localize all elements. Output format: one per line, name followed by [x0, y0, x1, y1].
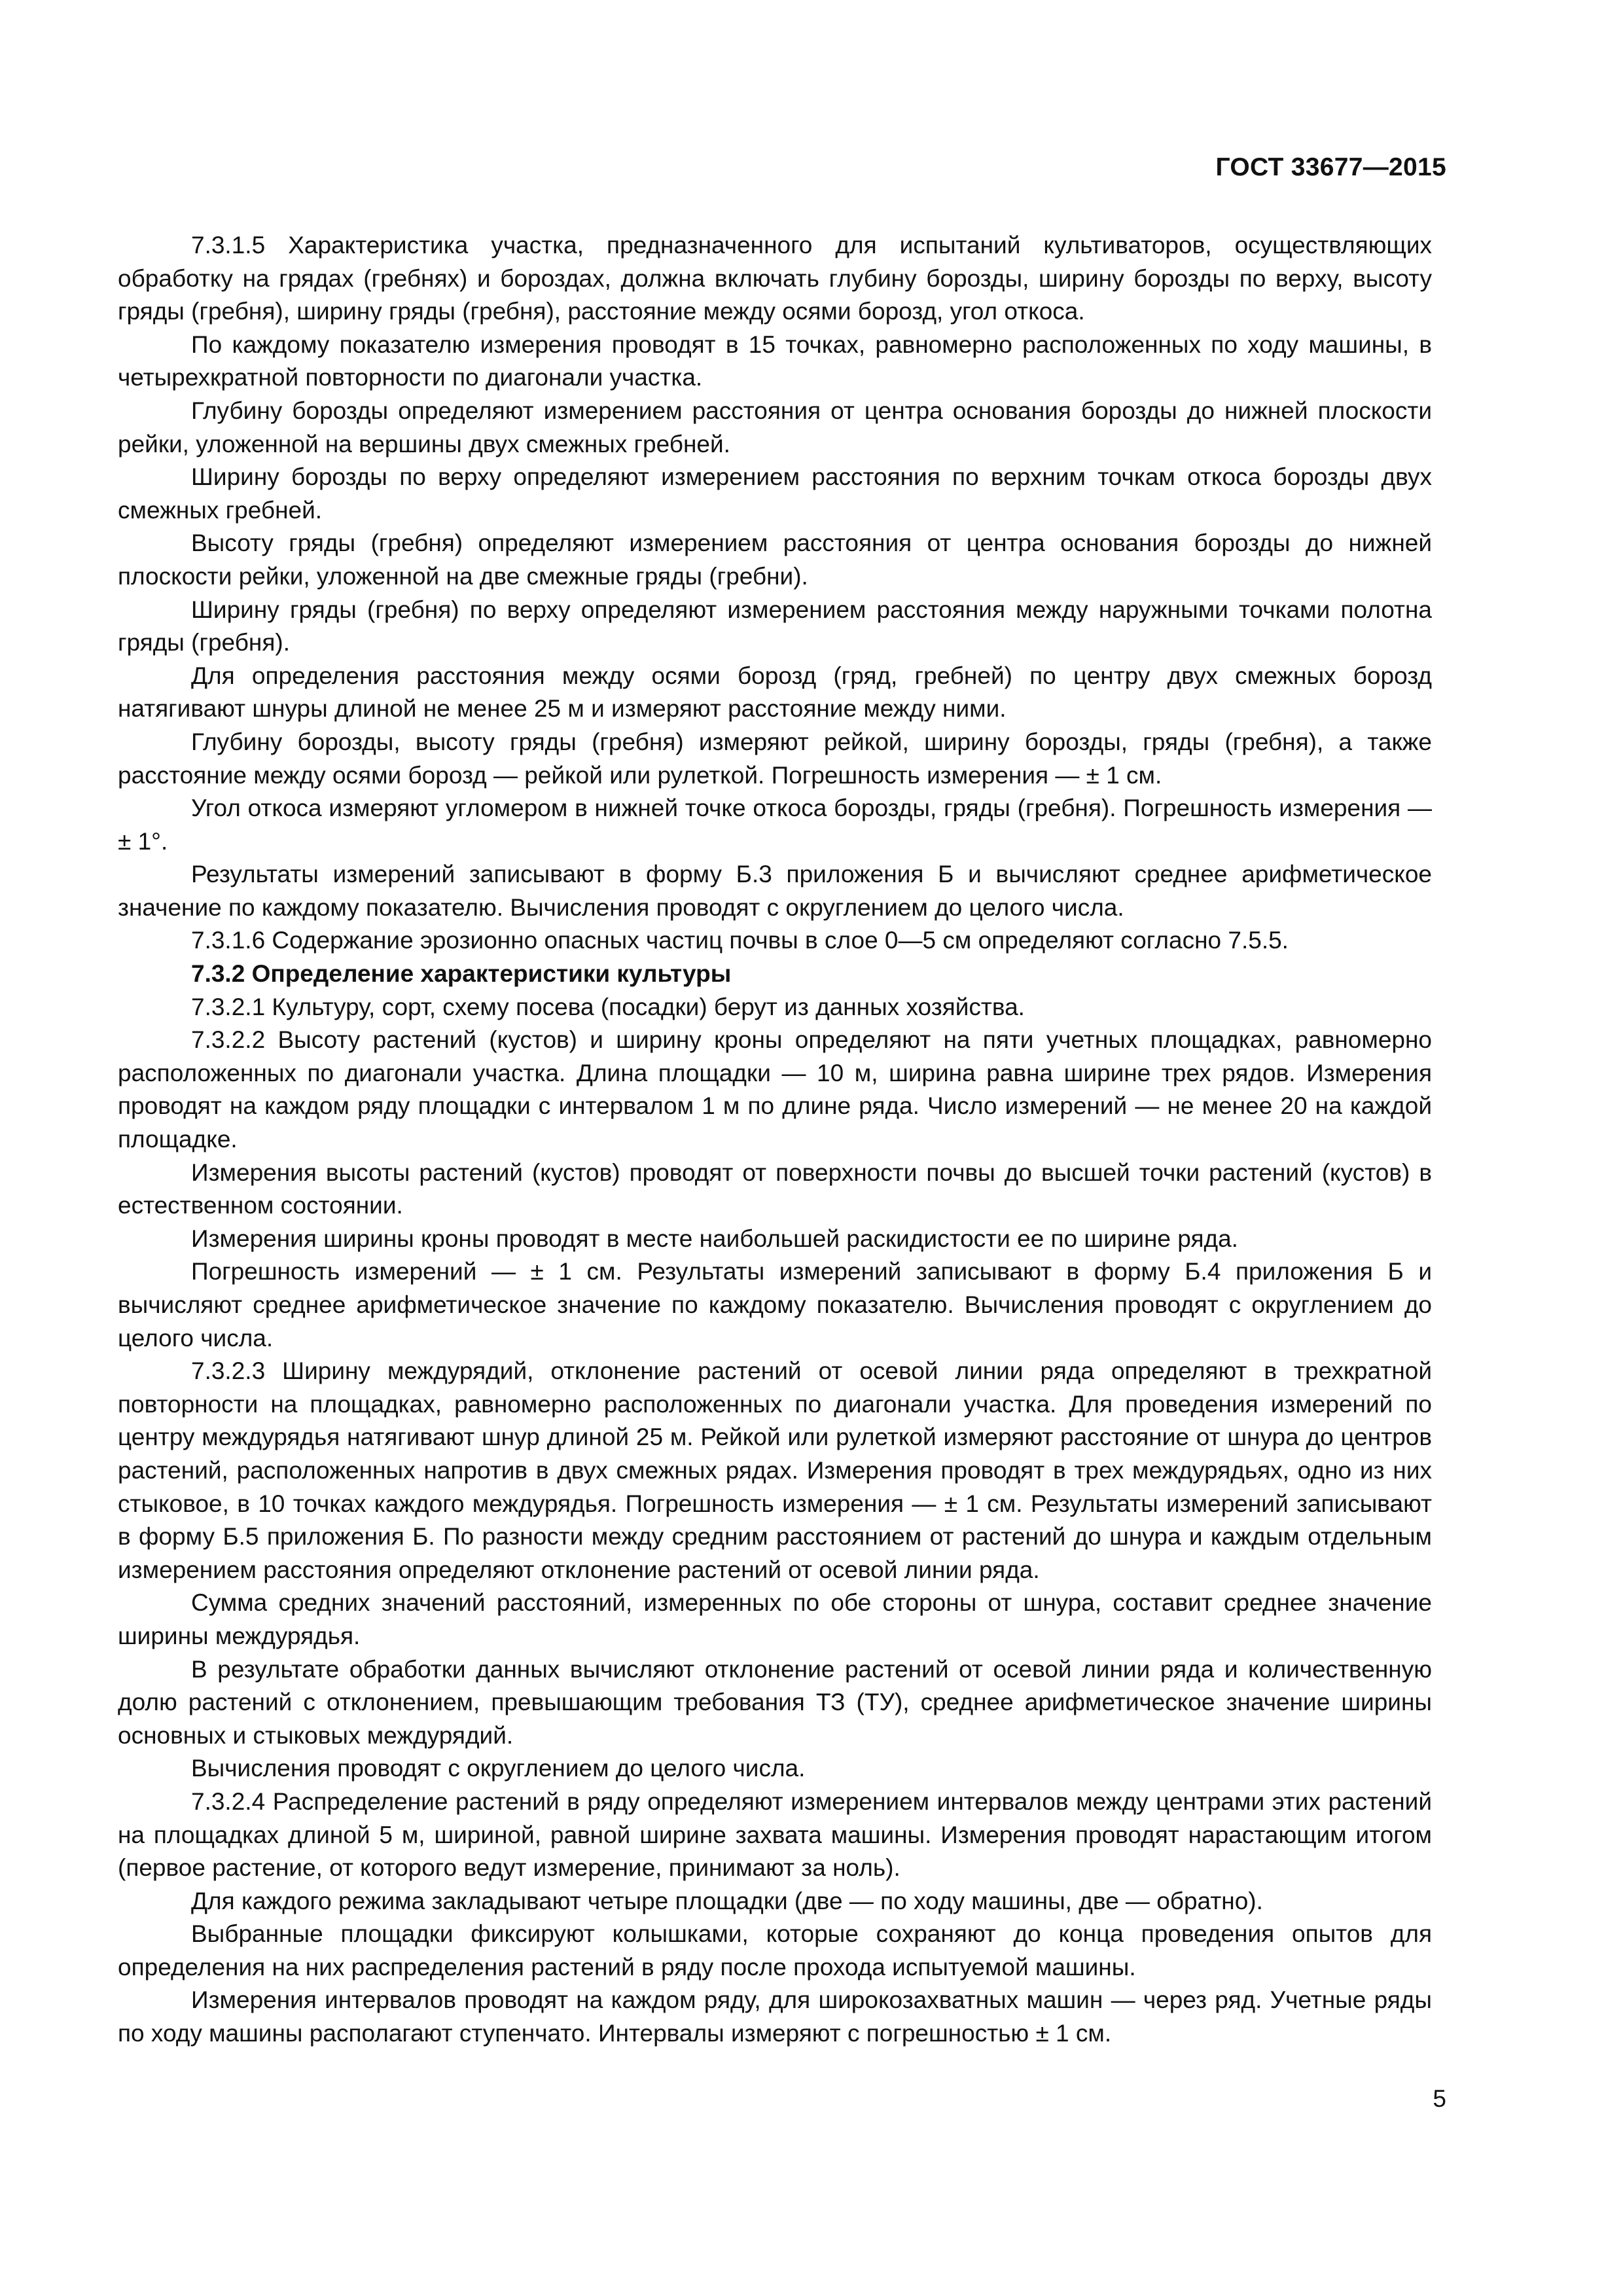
- body-paragraph: Вычисления проводят с округлением до целого числа.: [191, 1755, 806, 1782]
- body-paragraph: В результате обработки данных вычисляют отклонение растений от осевой линии ряда и количественную долю растений с отклонением, превышающим требования ТЗ (ТУ), среднее арифметическое значение ширины основных и стыковых междурядий.: [118, 1655, 1432, 1749]
- body-paragraph: Высоту гряды (гребня) определяют измерением расстояния от центра основания борозды до нижней плоскости рейки, уложенной на две смежные гряды (гребни).: [118, 529, 1432, 590]
- body-paragraph: 7.3.2.4 Распределение растений в ряду определяют измерением интервалов между центрами этих растений на площадках длиной 5 м, шириной, равной ширине захвата машины. Измерения проводят нарастающим итогом (первое растение, от которого ведут измерение, принимают за ноль).: [118, 1787, 1432, 1882]
- body-paragraph: Ширину борозды по верху определяют измерением расстояния по верхним точкам откоса борозды двух смежных гребней.: [118, 463, 1432, 524]
- document-body: [118, 229, 1432, 2051]
- body-paragraph: Угол откоса измеряют угломером в нижней точке откоса борозды, гряды (гребня). Погрешность измерения — ± 1°.: [118, 795, 1432, 855]
- section-heading: 7.3.2 Определение характеристики культуры: [191, 960, 732, 988]
- body-paragraph: Измерения ширины кроны проводят в месте наибольшей раскидистости ее по ширине ряда.: [191, 1225, 1238, 1252]
- body-paragraph: Ширину гряды (гребня) по верху определяют измерением расстояния между наружными точками полотна гряды (гребня).: [118, 596, 1432, 656]
- body-paragraph: Сумма средних значений расстояний, измеренных по обе стороны от шнура, составит среднее значение ширины междурядья.: [118, 1589, 1432, 1649]
- body-paragraph: Результаты измерений записывают в форму Б.3 приложения Б и вычисляют среднее арифметическое значение по каждому показателю. Вычисления проводят с округлением до целого числа.: [118, 861, 1432, 921]
- body-paragraph: 7.3.2.2 Высоту растений (кустов) и ширину кроны определяют на пяти учетных площадках, равномерно расположенных по диагонали участка. Длина площадки — 10 м, ширина равна ширине трех рядов. Измерения проводят на каждом ряду площадки с интервалом 1 м по длине ряда. Число измерений — не менее 20 на каждой площадке.: [118, 1026, 1432, 1153]
- body-paragraph: 7.3.2.3 Ширину междурядий, отклонение растений от осевой линии ряда определяют в трехкратной повторности на площадках, равномерно расположенных по диагонали участка. Для проведения измерений по центру междурядья натягивают шнур длиной 25 м. Рейкой или рулеткой измеряют расстояние от шнура до центров растений, расположенных напротив в двух смежных рядах. Измерения проводят в трех междурядьях, одно из них стыковое, в 10 точках каждого междурядья. Погрешность измерения — ± 1 см. Результаты измерений записывают в форму Б.5 приложения Б. По разности между средним расстоянием от растений до шнура и каждым отдельным измерением расстояния определяют отклонение растений от осевой линии ряда.: [118, 1357, 1432, 1583]
- body-paragraph: Выбранные площадки фиксируют колышками, которые сохраняют до конца проведения опытов для определения на них распределения растений в ряду после прохода испытуемой машины.: [118, 1920, 1432, 1981]
- body-paragraph: 7.3.1.5 Характеристика участка, предназначенного для испытаний культиваторов, осуществляющих обработку на грядах (гребнях) и бороздах, должна включать глубину борозды, ширину борозды по верху, высоту гряды (гребня), ширину гряды (гребня), расстояние между осями борозд, угол откоса.: [118, 232, 1432, 325]
- body-paragraph: Измерения интервалов проводят на каждом ряду, для широкозахватных машин — через ряд. Учетные ряды по ходу машины располагают ступенчато. Интервалы измеряют с погрешностью ± 1 см.: [118, 1986, 1432, 2047]
- body-paragraph: Для определения расстояния между осями борозд (гряд, гребней) по центру двух смежных борозд натягивают шнуры длиной не менее 25 м и измеряют расстояние между ними.: [118, 662, 1432, 723]
- body-paragraph: 7.3.1.6 Содержание эрозионно опасных частиц почвы в слое 0—5 см определяют согласно 7.5.5.: [191, 927, 1289, 954]
- document-header-standard: ГОСТ 33677—2015: [1215, 153, 1446, 181]
- body-paragraph: Погрешность измерений — ± 1 см. Результаты измерений записывают в форму Б.4 приложения Б и вычисляют среднее арифметическое значение по каждому показателю. Вычисления проводят с округлением до целого числа.: [118, 1258, 1432, 1352]
- body-paragraph: 7.3.2.1 Культуру, сорт, схему посева (посадки) берут из данных хозяйства.: [191, 993, 1025, 1020]
- page-number: 5: [1433, 2085, 1446, 2112]
- body-paragraph: Глубину борозды, высоту гряды (гребня) измеряют рейкой, ширину борозды, гряды (гребня), а также расстояние между осями борозд — рейкой или рулеткой. Погрешность измерения — ± 1 см.: [118, 728, 1432, 789]
- body-paragraph: По каждому показателю измерения проводят в 15 точках, равномерно расположенных по ходу машины, в четырехкратной повторности по диагонали участка.: [118, 331, 1432, 391]
- body-paragraph: Измерения высоты растений (кустов) проводят от поверхности почвы до высшей точки растений (кустов) в естественном состоянии.: [118, 1158, 1432, 1219]
- body-paragraph: Для каждого режима закладывают четыре площадки (две — по ходу машины, две — обратно).: [191, 1887, 1263, 1914]
- body-paragraph: Глубину борозды определяют измерением расстояния от центра основания борозды до нижней плоскости рейки, уложенной на вершины двух смежных гребней.: [118, 397, 1432, 457]
